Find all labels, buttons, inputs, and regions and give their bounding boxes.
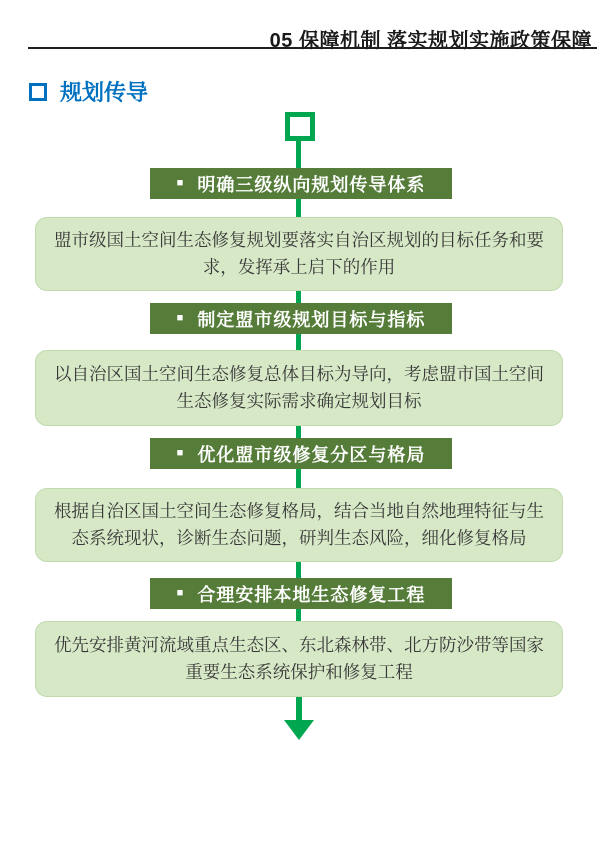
- step-header-label: 优化盟市级修复分区与格局: [197, 444, 426, 465]
- step-header-label: 制定盟市级规划目标与指标: [197, 309, 426, 330]
- step-description-box-4: [35, 621, 563, 697]
- step-header-label: 合理安排本地生态修复工程: [197, 584, 426, 605]
- step-description-text: 盟市级国土空间生态修复规划要落实自治区规划的目标任务和要求，发挥承上启下的作用: [54, 229, 544, 277]
- step-description-box-2: [35, 350, 563, 426]
- step-header-label: 明确三级纵向规划传导体系: [197, 174, 426, 195]
- page-title: 05 保障机制 落实规划实施政策保障: [269, 30, 592, 52]
- blue-square-icon: [29, 83, 47, 101]
- step-description-text: 优先安排黄河流域重点生态区、东北森林带、北方防沙带等国家重要生态系统保护和修复工程: [54, 634, 544, 682]
- step-header-3: [150, 438, 452, 469]
- down-arrow-stem: [296, 697, 302, 721]
- square-bullet-icon: ■: [176, 312, 184, 324]
- square-bullet-icon: ■: [176, 447, 184, 459]
- step-header-1: [150, 168, 452, 199]
- step-header-2: [150, 303, 452, 334]
- section-heading: [29, 76, 148, 107]
- section-title: 规划传导: [60, 80, 149, 105]
- step-description-text: 根据自治区国土空间生态修复格局，结合当地自然地理特征与生态系统现状，诊断生态问题，研判生态风险，细化修复格局: [54, 500, 544, 548]
- header-divider: [28, 47, 597, 49]
- down-arrow-icon: [284, 720, 314, 740]
- step-description-text: 以自治区国土空间生态修复总体目标为导向，考虑盟市国土空间生态修复实际需求确定规划目标: [54, 363, 544, 411]
- step-header-4: [150, 578, 452, 609]
- step-description-box-1: [35, 217, 563, 291]
- square-bullet-icon: ■: [176, 587, 184, 599]
- flow-start-square-icon: [285, 112, 315, 141]
- square-bullet-icon: ■: [176, 177, 184, 189]
- step-description-box-3: [35, 488, 563, 562]
